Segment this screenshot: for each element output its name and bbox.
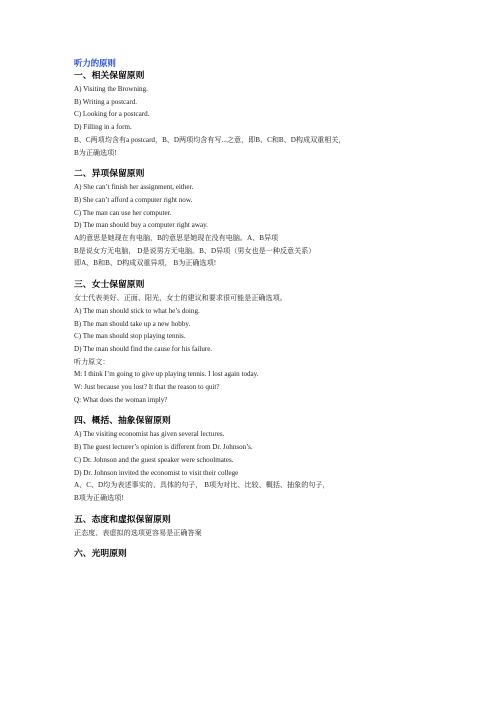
text-line: C) Looking for a postcard. [74, 110, 150, 119]
section-5 [74, 514, 434, 540]
section-2 [74, 168, 434, 270]
section-heading: 一、相关保留原则 [74, 71, 145, 81]
text-line: Q: What does the woman imply? [74, 395, 168, 404]
text-line: A) The man should stick to what he’s doing. [74, 306, 200, 315]
text-line: A的意思是她现在有电脑，B的意思是她现在没有电脑。A、B异项 [74, 234, 279, 243]
section-1 [74, 70, 434, 159]
text-line: W: Just because you lost? It that the reason to quit? [74, 383, 220, 392]
text-line: B为正确选项! [74, 148, 117, 157]
text-line: M: I think I’m going to give up playing tennis. I lost again today. [74, 370, 259, 379]
text-line: 听力原文： [74, 357, 110, 366]
text-line: B) The man should take up a new hobby. [74, 319, 191, 328]
section-heading: 二、异项保留原则 [74, 169, 145, 180]
document-body [74, 57, 434, 561]
text-line: 即A、B和B、D构成双重异项， B为正确选项! [74, 259, 217, 268]
section-heading: 四、概括、抽象保留原则 [74, 416, 171, 427]
section-heading: 三、女士保留原则 [74, 280, 145, 291]
section-heading: 六、光明原则 [74, 549, 127, 560]
text-line: D) The man should buy a computer right away. [74, 221, 208, 230]
text-line: B) Writing a postcard. [74, 97, 138, 106]
text-line: B) She can’t afford a computer right now. [74, 195, 193, 204]
section-heading: 五、态度和虚拟保留原则 [74, 514, 171, 525]
text-line: C) The man should stop playing tennis. [74, 332, 186, 341]
text-line: A、C、D均为表述事实的、具体的句子， B项为对比、比较、概括、抽象的句子， [74, 481, 330, 490]
text-line: C) The man can use her computer. [74, 208, 172, 217]
text-line: A) The visiting economist has given several lectures. [74, 430, 225, 439]
text-line: B、C两项均含有a postcard，B、D两项均含有写...之意，即B、C和B、D构成双重相关， [74, 135, 346, 144]
section-4 [74, 415, 434, 504]
text-line: 正态度、表虚拟的选项更容易是正确答案 [74, 528, 202, 537]
text-line: B) The guest lecturer’s opinion is different from Dr. Johnson’s. [74, 443, 253, 452]
section-6 [74, 548, 434, 561]
section-3 [74, 279, 434, 406]
text-line: D) The man should find the cause for his failure. [74, 344, 213, 353]
text-line: B项为正确选项! [74, 493, 124, 502]
text-line: D) Filling in a form. [74, 123, 132, 132]
document-title: 听力的原则 [74, 58, 116, 68]
text-line: 女士代表美好、正面、阳光，女士的建议和要求很可能是正确选项。 [74, 294, 287, 303]
text-line: A) Visiting the Browning. [74, 85, 148, 93]
text-line: D) Dr. Johnson invited the economist to visit their college [74, 468, 239, 477]
text-line: B是说女方无电脑， D是说男方无电脑。B、D异项（男女也是一种反意关系） [74, 246, 316, 255]
text-line: C) Dr. Johnson and the guest speaker were schoolmates. [74, 455, 234, 464]
text-line: A) She can’t finish her assignment, either. [74, 183, 194, 192]
